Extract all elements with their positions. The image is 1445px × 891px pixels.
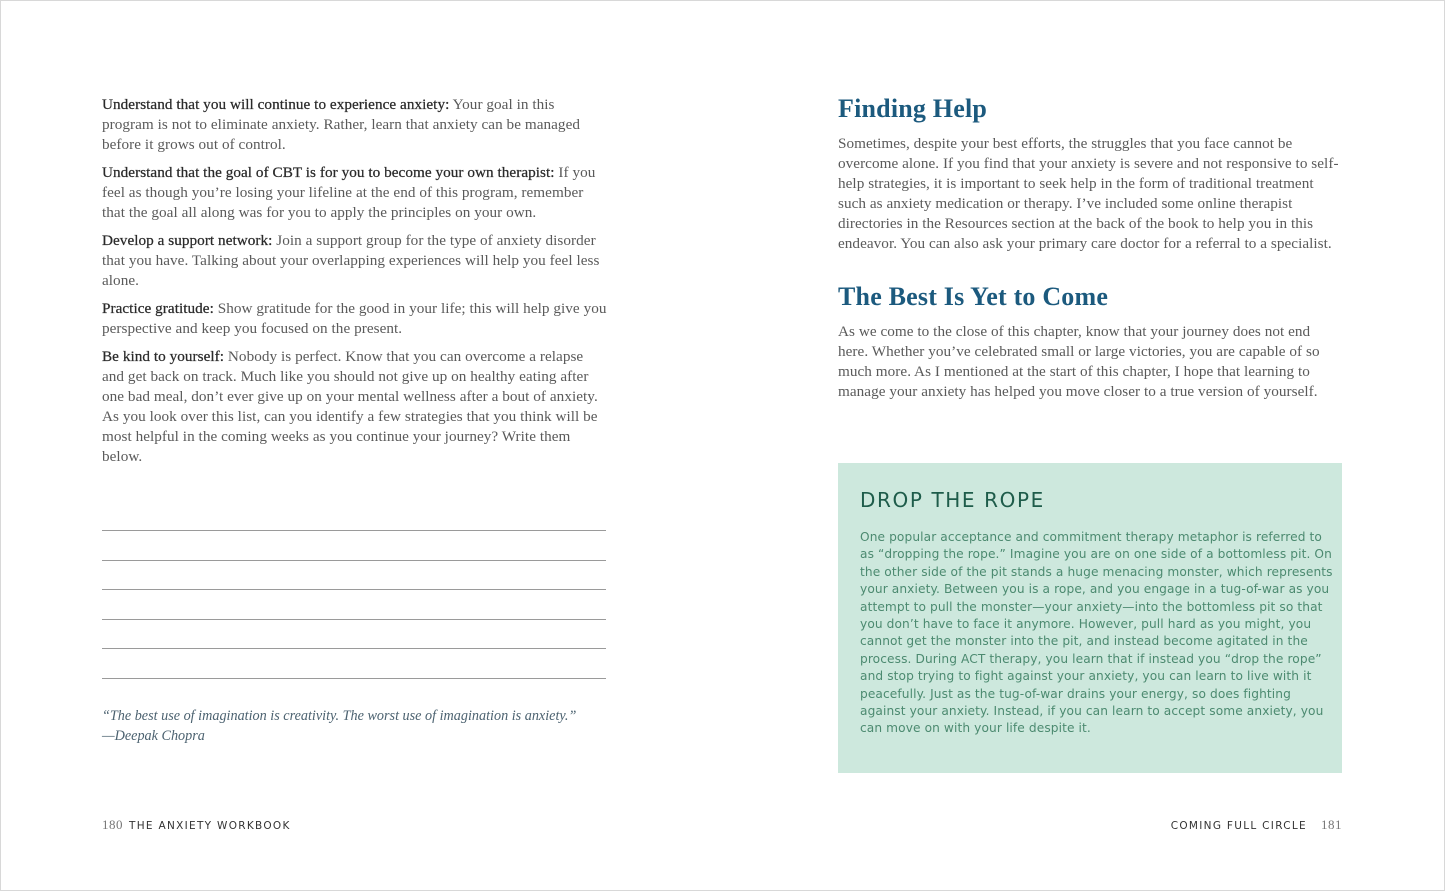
section-heading: The Best Is Yet to Come: [838, 282, 1109, 311]
strategy-item: [102, 95, 608, 155]
strategy-item: [102, 231, 608, 291]
quote-author: —Deepak Chopra: [102, 728, 205, 744]
left-page: [0, 0, 722, 891]
writing-line[interactable]: [102, 648, 606, 649]
strategy-item: [102, 347, 608, 467]
page-number: 181: [1321, 817, 1342, 832]
strategy-lead: Understand that you will continue to experience anxiety:: [102, 96, 450, 113]
strategy-text: If you feel as though you’re losing your lifeline at the end of this program, remember that the goal all along was for you to apply the principles on your own.: [102, 164, 596, 221]
strategy-lead: Be kind to yourself:: [102, 348, 225, 365]
section-heading: Finding Help: [838, 94, 988, 123]
strategy-text: Nobody is perfect. Know that you can overcome a relapse and get back on track. Much like you should not give up on healthy eating after one bad meal, don’t ever give up on your mental wellness after a bout of anxiety. As you look over this list, can you identify a few strategies that you think will be most helpful in the coming weeks as you continue your journey? Write them below.: [102, 348, 598, 465]
section-body: As we come to the close of this chapter, know that your journey does not end here. Whether you’ve celebrated small or large victories, you are capable of so much more. As I mentioned at the start of this chapter, I hope that learning to manage your anxiety has helped you move closer to a true version of yourself.: [838, 323, 1320, 400]
strategy-text: Your goal in this program is not to eliminate anxiety. Rather, learn that anxiety can be managed before it grows out of control.: [102, 96, 581, 153]
strategy-lead: Develop a support network:: [102, 232, 273, 249]
sidebar-title: DROP THE ROPE: [860, 488, 1045, 512]
quote-text: “The best use of imagination is creativity. The worst use of imagination is anxiety.”: [102, 708, 577, 724]
sidebar-body: One popular acceptance and commitment therapy metaphor is referred to as “dropping the rope.” Imagine you are on one side of a bottomless pit. On the other side of the pit stands a huge menacing monster, which represents your anxiety. Between you is a rope, and you engage in a tug-of-war as you attempt to pull the monster—your anxiety—into the bottomless pit so that you don’t have to face it anymore. However, pull hard as you might, you cannot get the monster into the pit, and instead become agitated in the process. During ACT therapy, you learn that if instead you “drop the rope” and stop trying to fight against your anxiety, you can learn to live with it peacefully. Just as the tug-of-war drains your energy, so does fighting against your anxiety. Instead, if you can learn to accept some anxiety, you can move on with your life despite it.: [860, 530, 1333, 736]
left-footer: [102, 817, 291, 833]
writing-line[interactable]: [102, 619, 606, 620]
page-number: 180: [102, 817, 123, 832]
quote: [102, 706, 622, 746]
right-footer: [1171, 817, 1342, 833]
writing-lines: [102, 530, 606, 708]
running-head: COMING FULL CIRCLE: [1170, 820, 1307, 832]
running-head: THE ANXIETY WORKBOOK: [129, 820, 291, 832]
strategy-item: [102, 163, 608, 223]
writing-line[interactable]: [102, 560, 606, 561]
writing-line[interactable]: [102, 678, 606, 679]
section-body: Sometimes, despite your best efforts, the struggles that you face cannot be overcome alone. If you find that your anxiety is severe and not responsive to self-help strategies, it is important to seek help in the form of traditional treatment such as anxiety medication or therapy. I’ve included some online therapist directories in the Resources section at the back of the book to help you in this endeavor. You can also ask your primary care doctor for a referral to a specialist.: [838, 135, 1339, 252]
writing-line[interactable]: [102, 589, 606, 590]
strategy-text: Join a support group for the type of anxiety disorder that you have. Talking about your overlapping experiences will help you feel less alone.: [102, 232, 600, 289]
strategy-lead: Understand that the goal of CBT is for you to become your own therapist:: [102, 164, 555, 181]
strategy-text: Show gratitude for the good in your life; this will help give you perspective and keep you focused on the present.: [102, 300, 607, 337]
strategy-lead: Practice gratitude:: [102, 300, 214, 317]
strategy-item: [102, 299, 608, 339]
right-column: [838, 93, 1344, 402]
strategy-list: [102, 95, 608, 475]
sidebar-box: [838, 463, 1342, 773]
writing-line[interactable]: [102, 530, 606, 531]
